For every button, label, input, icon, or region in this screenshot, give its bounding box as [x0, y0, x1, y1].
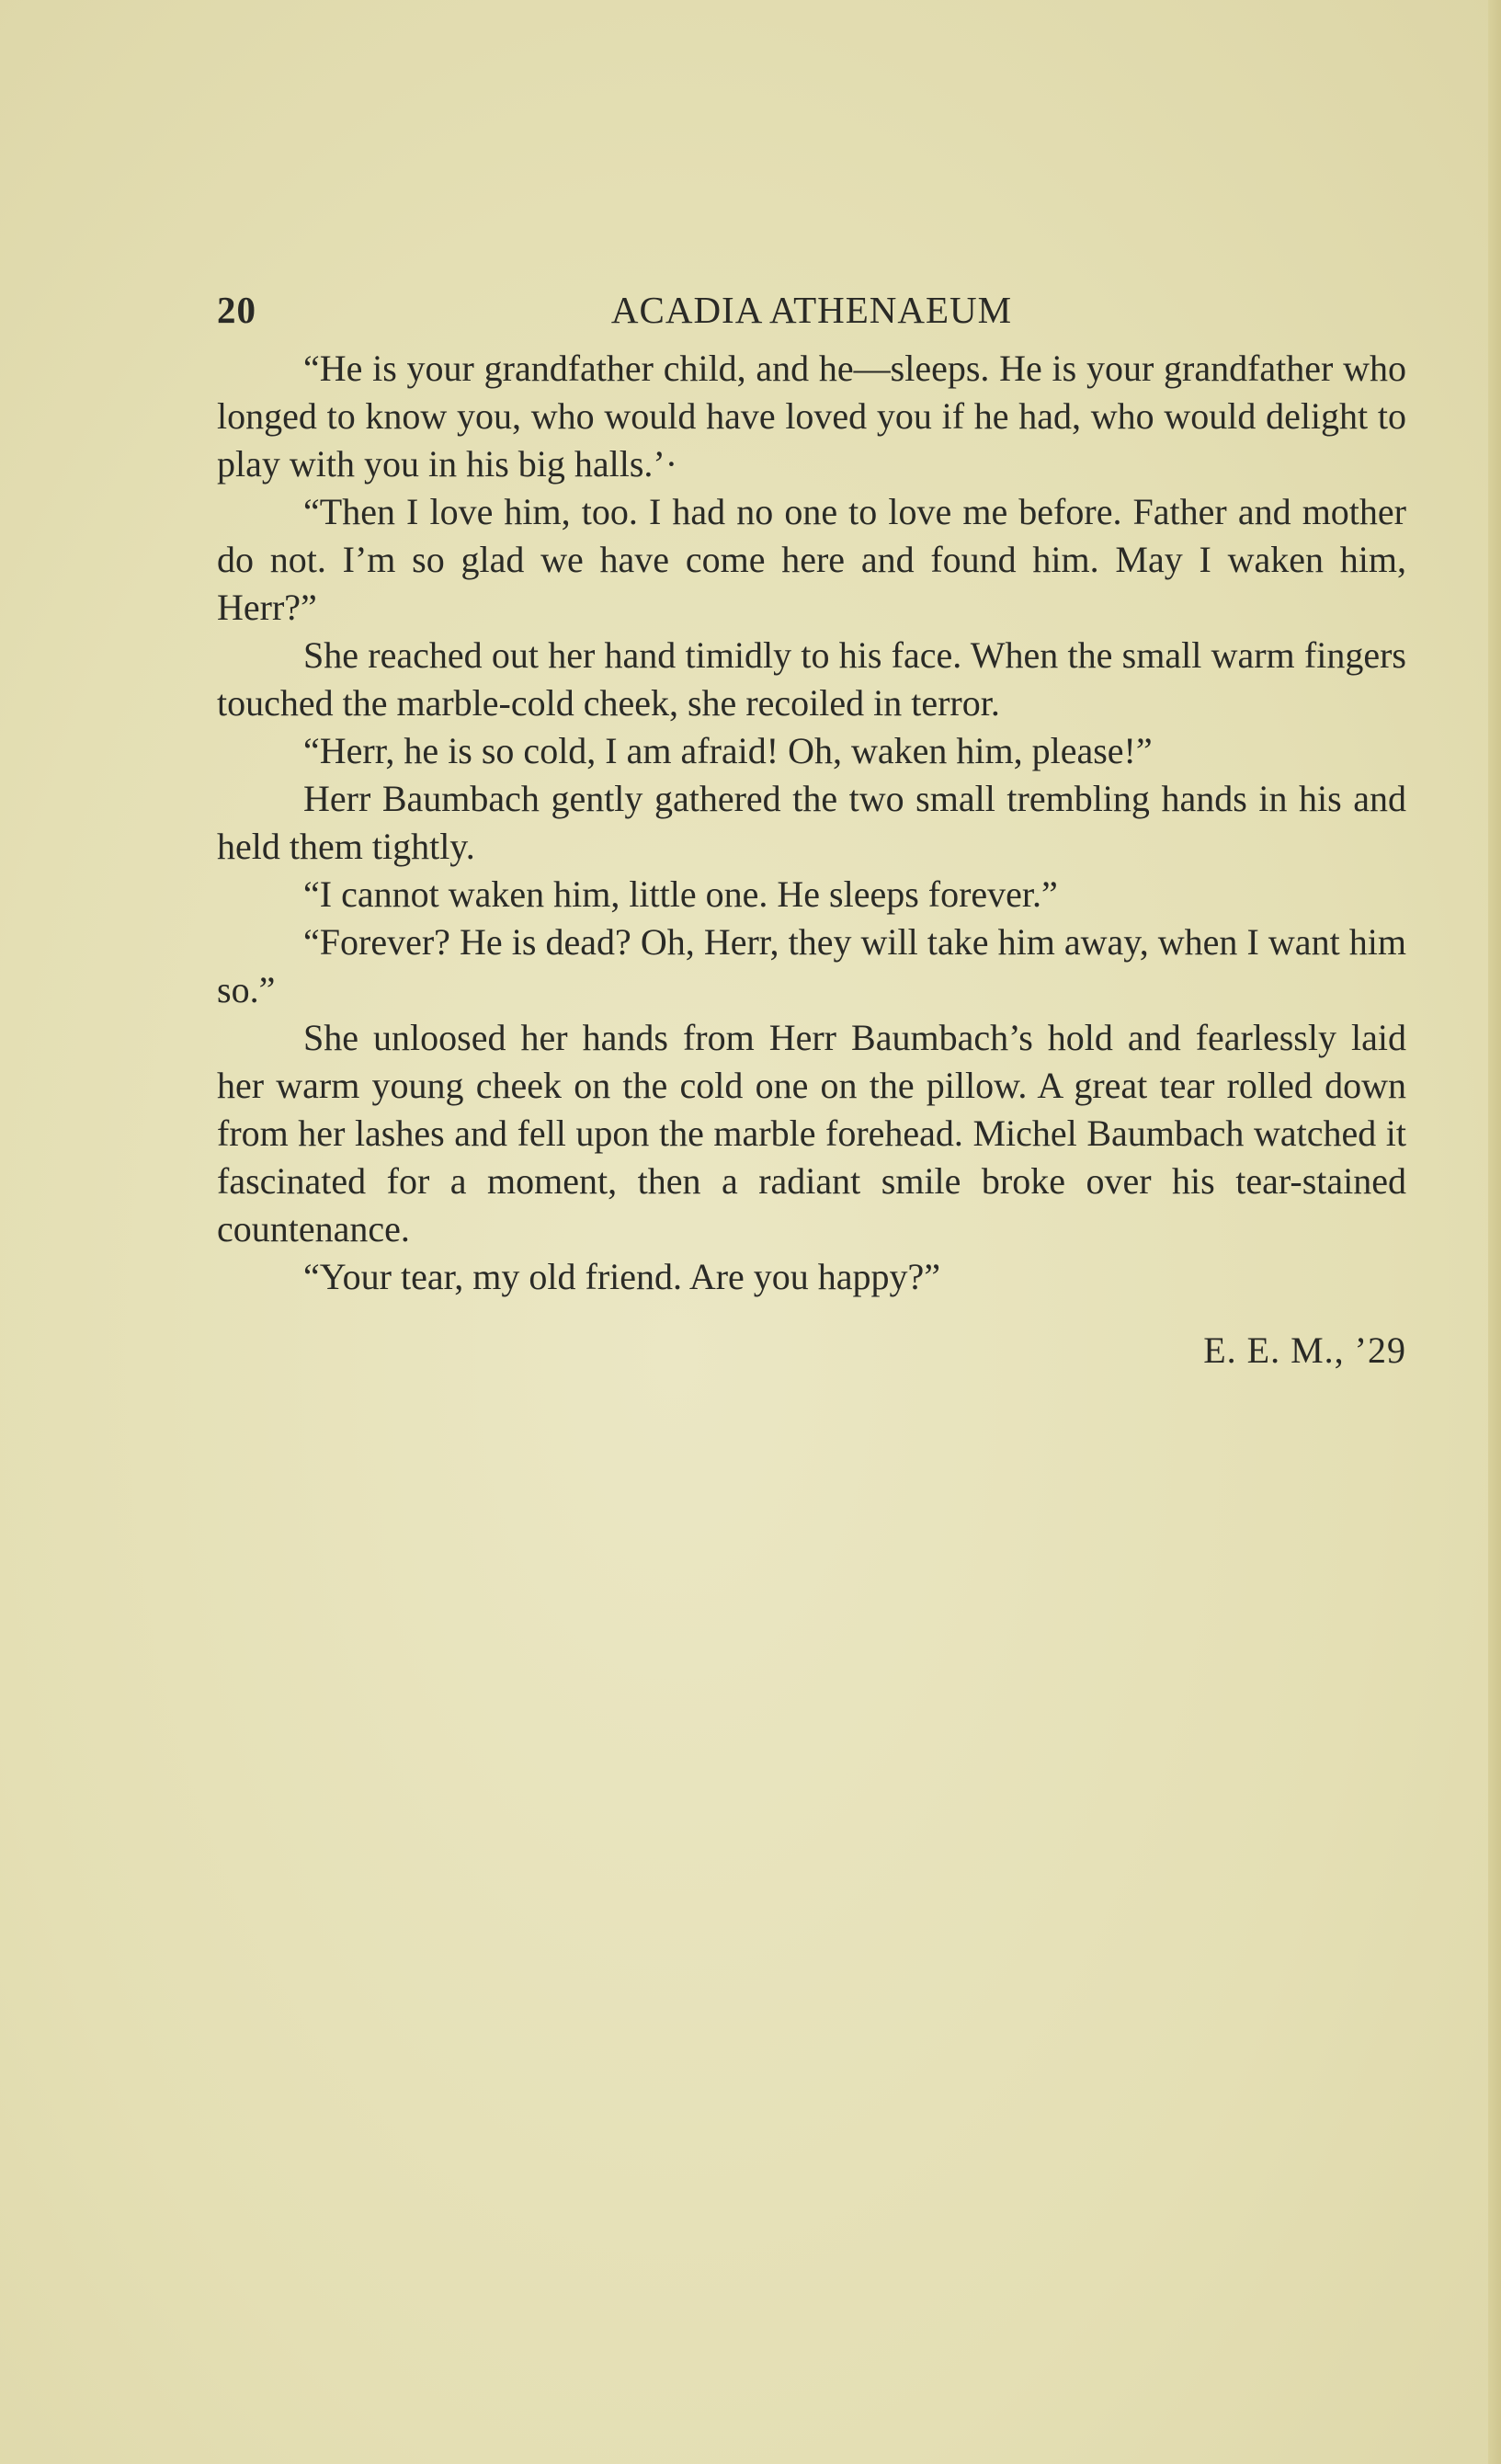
running-head: [217, 280, 1406, 345]
author-signature: E. E. M., ’29: [1203, 1329, 1406, 1371]
page-edge: [1488, 0, 1501, 2464]
paragraph: “I cannot waken him, little one. He sleeps forever.”: [303, 873, 1058, 915]
page-text: [217, 280, 1406, 1372]
paragraph: “He is your grandfather child, and he—sleeps. He is your grandfather who longed to know you, who would have loved you if he had, who would delight to play with you in his big halls.’·: [217, 348, 1406, 485]
paragraph: “Then I love him, too. I had no one to love me before. Father and mother do not. I’m so glad we have come here and found him. May I waken him, Herr?”: [217, 491, 1406, 628]
paragraph: “Your tear, my old friend. Are you happy?”: [303, 1256, 941, 1297]
journal-title: ACADIA ATHENAEUM: [610, 289, 1013, 331]
paragraph: “Herr, he is so cold, I am afraid! Oh, waken him, please!”: [303, 730, 1153, 771]
paragraph: “Forever? He is dead? Oh, Herr, they will take him away, when I want him so.”: [217, 921, 1406, 1010]
story-body: [217, 345, 1406, 1301]
page-number: 20: [217, 289, 256, 331]
paragraph: Herr Baumbach gently gathered the two small trembling hands in his and held them tightly.: [217, 778, 1406, 867]
paragraph: She reached out her hand timidly to his face. When the small warm fingers touched the marble-cold cheek, she recoiled in terror.: [217, 634, 1406, 724]
paragraph: She unloosed her hands from Herr Baumbach’s hold and fearlessly laid her warm young cheek on the cold one on the pillow. A great tear rolled down from her lashes and fell upon the marble forehead. Michel Baumbach watched it fascinated for a moment, then a radiant smile broke over his tear-stained countenance.: [217, 1017, 1406, 1249]
